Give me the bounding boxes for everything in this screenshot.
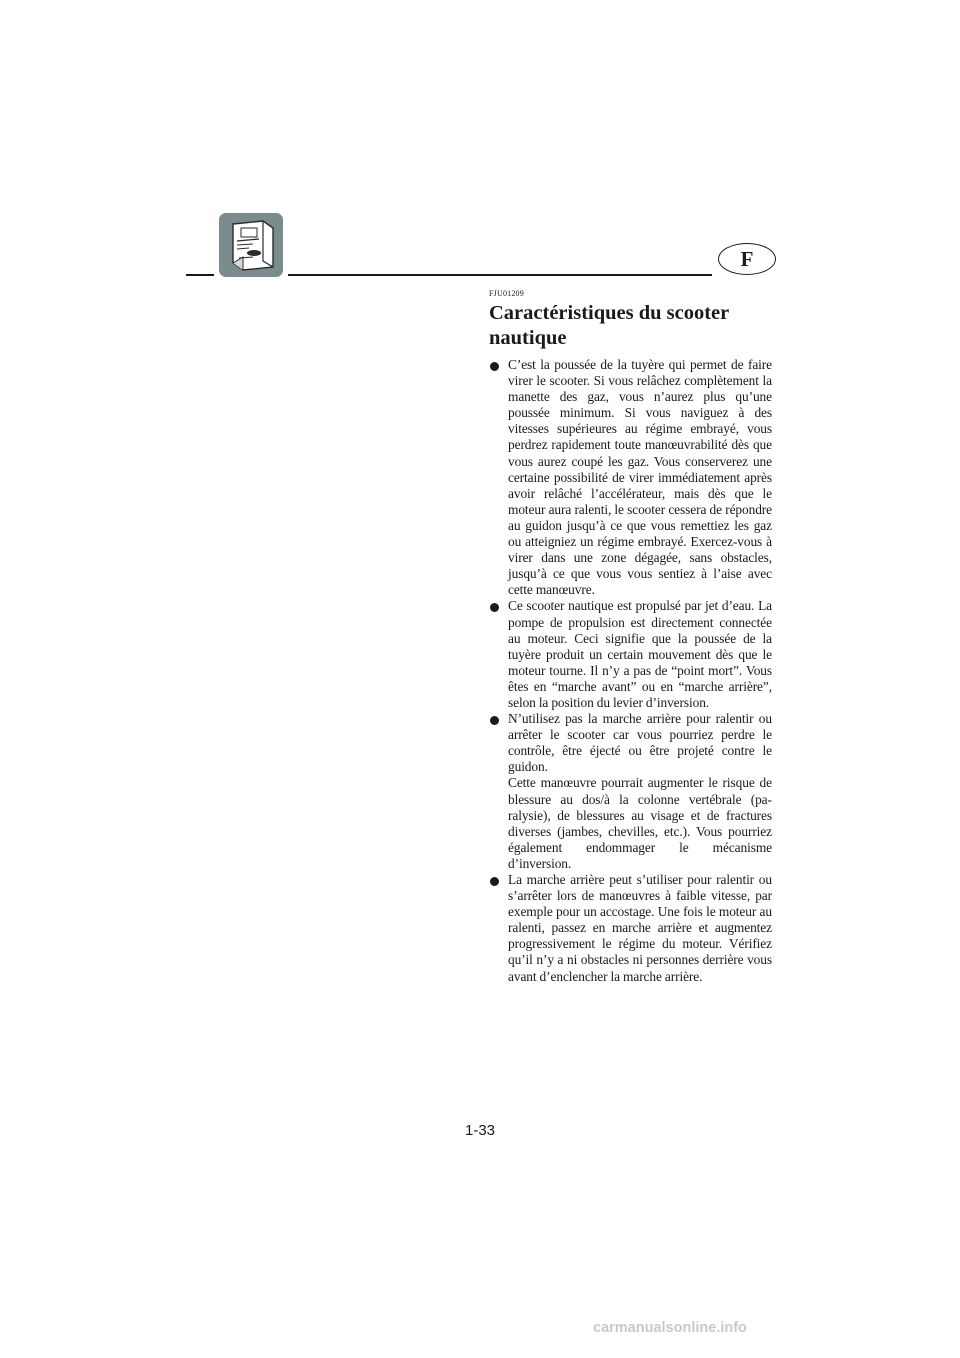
bullet-text: Ce scooter nautique est propulsé par jet d’eau. La pompe de propulsion est directement connectée au moteur. Ceci signifie que la poussée de la tuyère produit un certain mouvement dès que le moteur tourne. Il n’y a pas de “point mort”. Vous êtes en “marche avant” ou en “marche arrière”, selon la position du levier d’inversion.: [508, 598, 772, 710]
bullet-item: [489, 872, 772, 985]
header-rule-left: [186, 274, 214, 276]
bullet-list: [489, 357, 772, 985]
header-rule-right: [288, 274, 712, 276]
bullet-dot-icon: [490, 716, 499, 725]
bullet-dot-icon: [490, 877, 499, 886]
manual-book-icon-graphic: [219, 213, 283, 277]
bullet-dot-icon: [490, 603, 499, 612]
bullet-item: [489, 711, 772, 872]
language-badge: F: [718, 243, 776, 275]
bullet-text: C’est la poussée de la tuyère qui permet de faire virer le scooter. Si vous relâchez complètement la manette des gaz, vous n’aurez plus qu’une poussée minimum. Si vous naviguez à des vitesses supérieures au régime embrayé, vous perdrez rapidement toute manœuvrabilité dès que vous aurez coupé les gaz. Vous conserverez une certaine possibilité de virer immédiatement après avoir relâché l’accélérateur, mais dès que le moteur aura ralenti, le scooter cessera de répondre au guidon jusqu’à ce que vous remettiez les gaz ou atteigniez un régime embrayé. Exercez-vous à virer dans une zone dégagée, sans obstacles, jusqu’à ce que vous vous sentiez à l’aise avec cette manœuvre.: [508, 357, 772, 598]
section-content: [489, 289, 772, 985]
manual-book-icon: [219, 213, 283, 277]
bullet-text-continued: Cette manœuvre pourrait augmenter le risque de blessure au dos/à la colonne vertébrale (paralysie), de blessures au visage et de fractures diverses (jambes, chevilles, etc.). Vous pourriez également endommager le mécanisme d’inversion.: [508, 775, 772, 871]
page-number: 1-33: [464, 1122, 496, 1139]
bullet-dot-icon: [490, 362, 499, 371]
section-title: Caractéristiques du scooter nautique: [489, 302, 729, 349]
bullet-text: N’utilisez pas la marche arrière pour ralentir ou arrêter le scooter car vous pourriez perdre le contrôle, être éjecté ou être projeté contre le guidon.: [508, 711, 772, 775]
watermark: carmanualsonline.info: [593, 1320, 747, 1336]
bullet-item: [489, 357, 772, 598]
section-code: FJU01209: [489, 289, 524, 298]
bullet-text: La marche arrière peut s’utiliser pour ralentir ou s’arrêter lors de manœuvres à faible vitesse, par exemple pour un accostage. Une fois le moteur au ralenti, passez en marche arrière et augmentez progressivement le régime du moteur. Vérifiez qu’il n’y a ni obstacles ni personnes derrière vous avant d’enclencher la marche arrière.: [508, 872, 772, 984]
bullet-item: [489, 598, 772, 711]
